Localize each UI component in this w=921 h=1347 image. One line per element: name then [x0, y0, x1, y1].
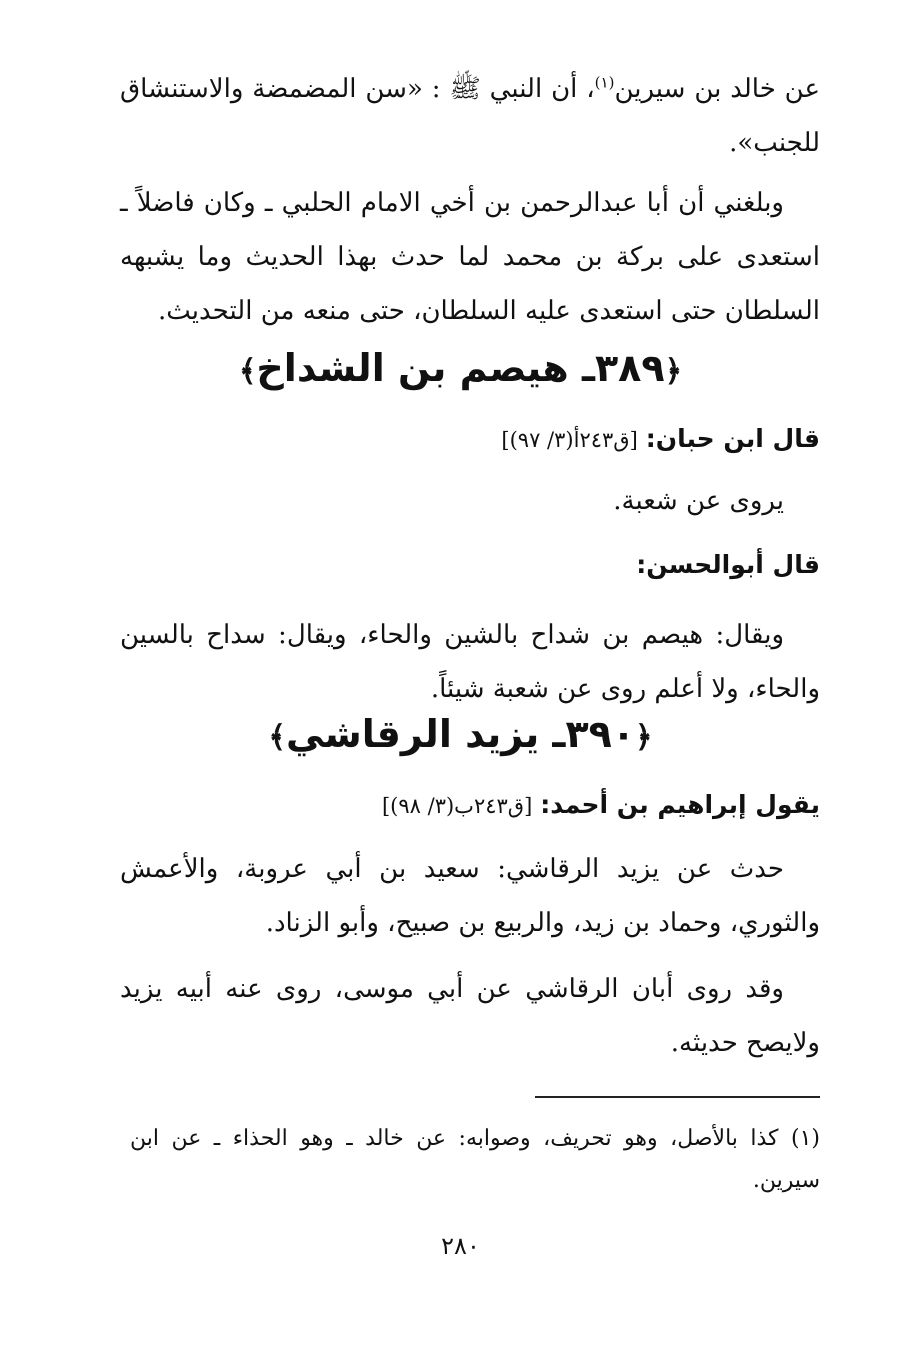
source-label-text: قال ابن حبان:: [645, 424, 820, 453]
entry-390-text-2: وقد روى أبان الرقاشي عن أبي موسى، روى عنه أبيه يزيد ولايصح حديثه.: [120, 974, 820, 1058]
source-reference: [ق٢٤٣ب(٣/ ٩٨)]: [381, 794, 533, 818]
opening-text-part2: ، أن النبي ﷺ : «سن المضمضة والاستنشاق للجنب».: [120, 74, 820, 158]
ornament-close: ﴾: [268, 720, 286, 755]
entry-389-text-2: ويقال: هيصم بن شداح بالشين والحاء، ويقال: سداح بالسين والحاء، ولا أعلم روى عن شعبة شيئاً.: [120, 620, 820, 704]
entry-390-heading: [0, 712, 921, 756]
paragraph-2: وبلغني أن أبا عبدالرحمن بن أخي الامام الحلبي ـ وكان فاضلاً ـ استعدى على بركة بن محمد لما حدث بهذا الحديث وما يشبهه السلطان حتى استعدى عليه السلطان، حتى منعه من التحديث.: [120, 188, 820, 326]
ornament-open: ﴿: [664, 354, 683, 389]
opening-paragraph: [120, 62, 820, 170]
entry-389-text-1: يروى عن شعبة.: [613, 486, 784, 516]
opening-text-part1: عن خالد بن سيرين: [614, 74, 820, 104]
entry-390-title: ٣٩٠ـ يزيد الرقاشي: [285, 712, 636, 756]
entry-390-source-label: [120, 790, 820, 819]
footnote-text: (١) كذا بالأصل، وهو تحريف، وصوابه: عن خالد ـ وهو الحذاء ـ عن ابن سيرين.: [130, 1126, 820, 1193]
ornament-open: ﴿: [635, 720, 653, 755]
footnote-marker: (١): [594, 73, 615, 92]
entry-389-source-label: [120, 424, 820, 453]
entry-389-title: ٣٨٩ـ هيصم بن الشداخ: [256, 346, 665, 390]
entry-389-heading: [0, 346, 921, 390]
source-reference: [ق٢٤٣أ(٣/ ٩٧)]: [501, 428, 638, 452]
page-number: ٢٨٠: [441, 1232, 480, 1260]
abulhasan-label: قال أبوالحسن:: [636, 550, 820, 579]
source-label-text: يقول إبراهيم بن أحمد:: [540, 790, 820, 819]
footnote-divider: [535, 1096, 820, 1098]
entry-390-text-1: حدث عن يزيد الرقاشي: سعيد بن أبي عروبة، والأعمش والثوري، وحماد بن زيد، والربيع بن صبيح، وأبو الزناد.: [120, 854, 820, 938]
ornament-close: ﴾: [238, 354, 257, 389]
entry-389-label-2: [120, 550, 820, 579]
